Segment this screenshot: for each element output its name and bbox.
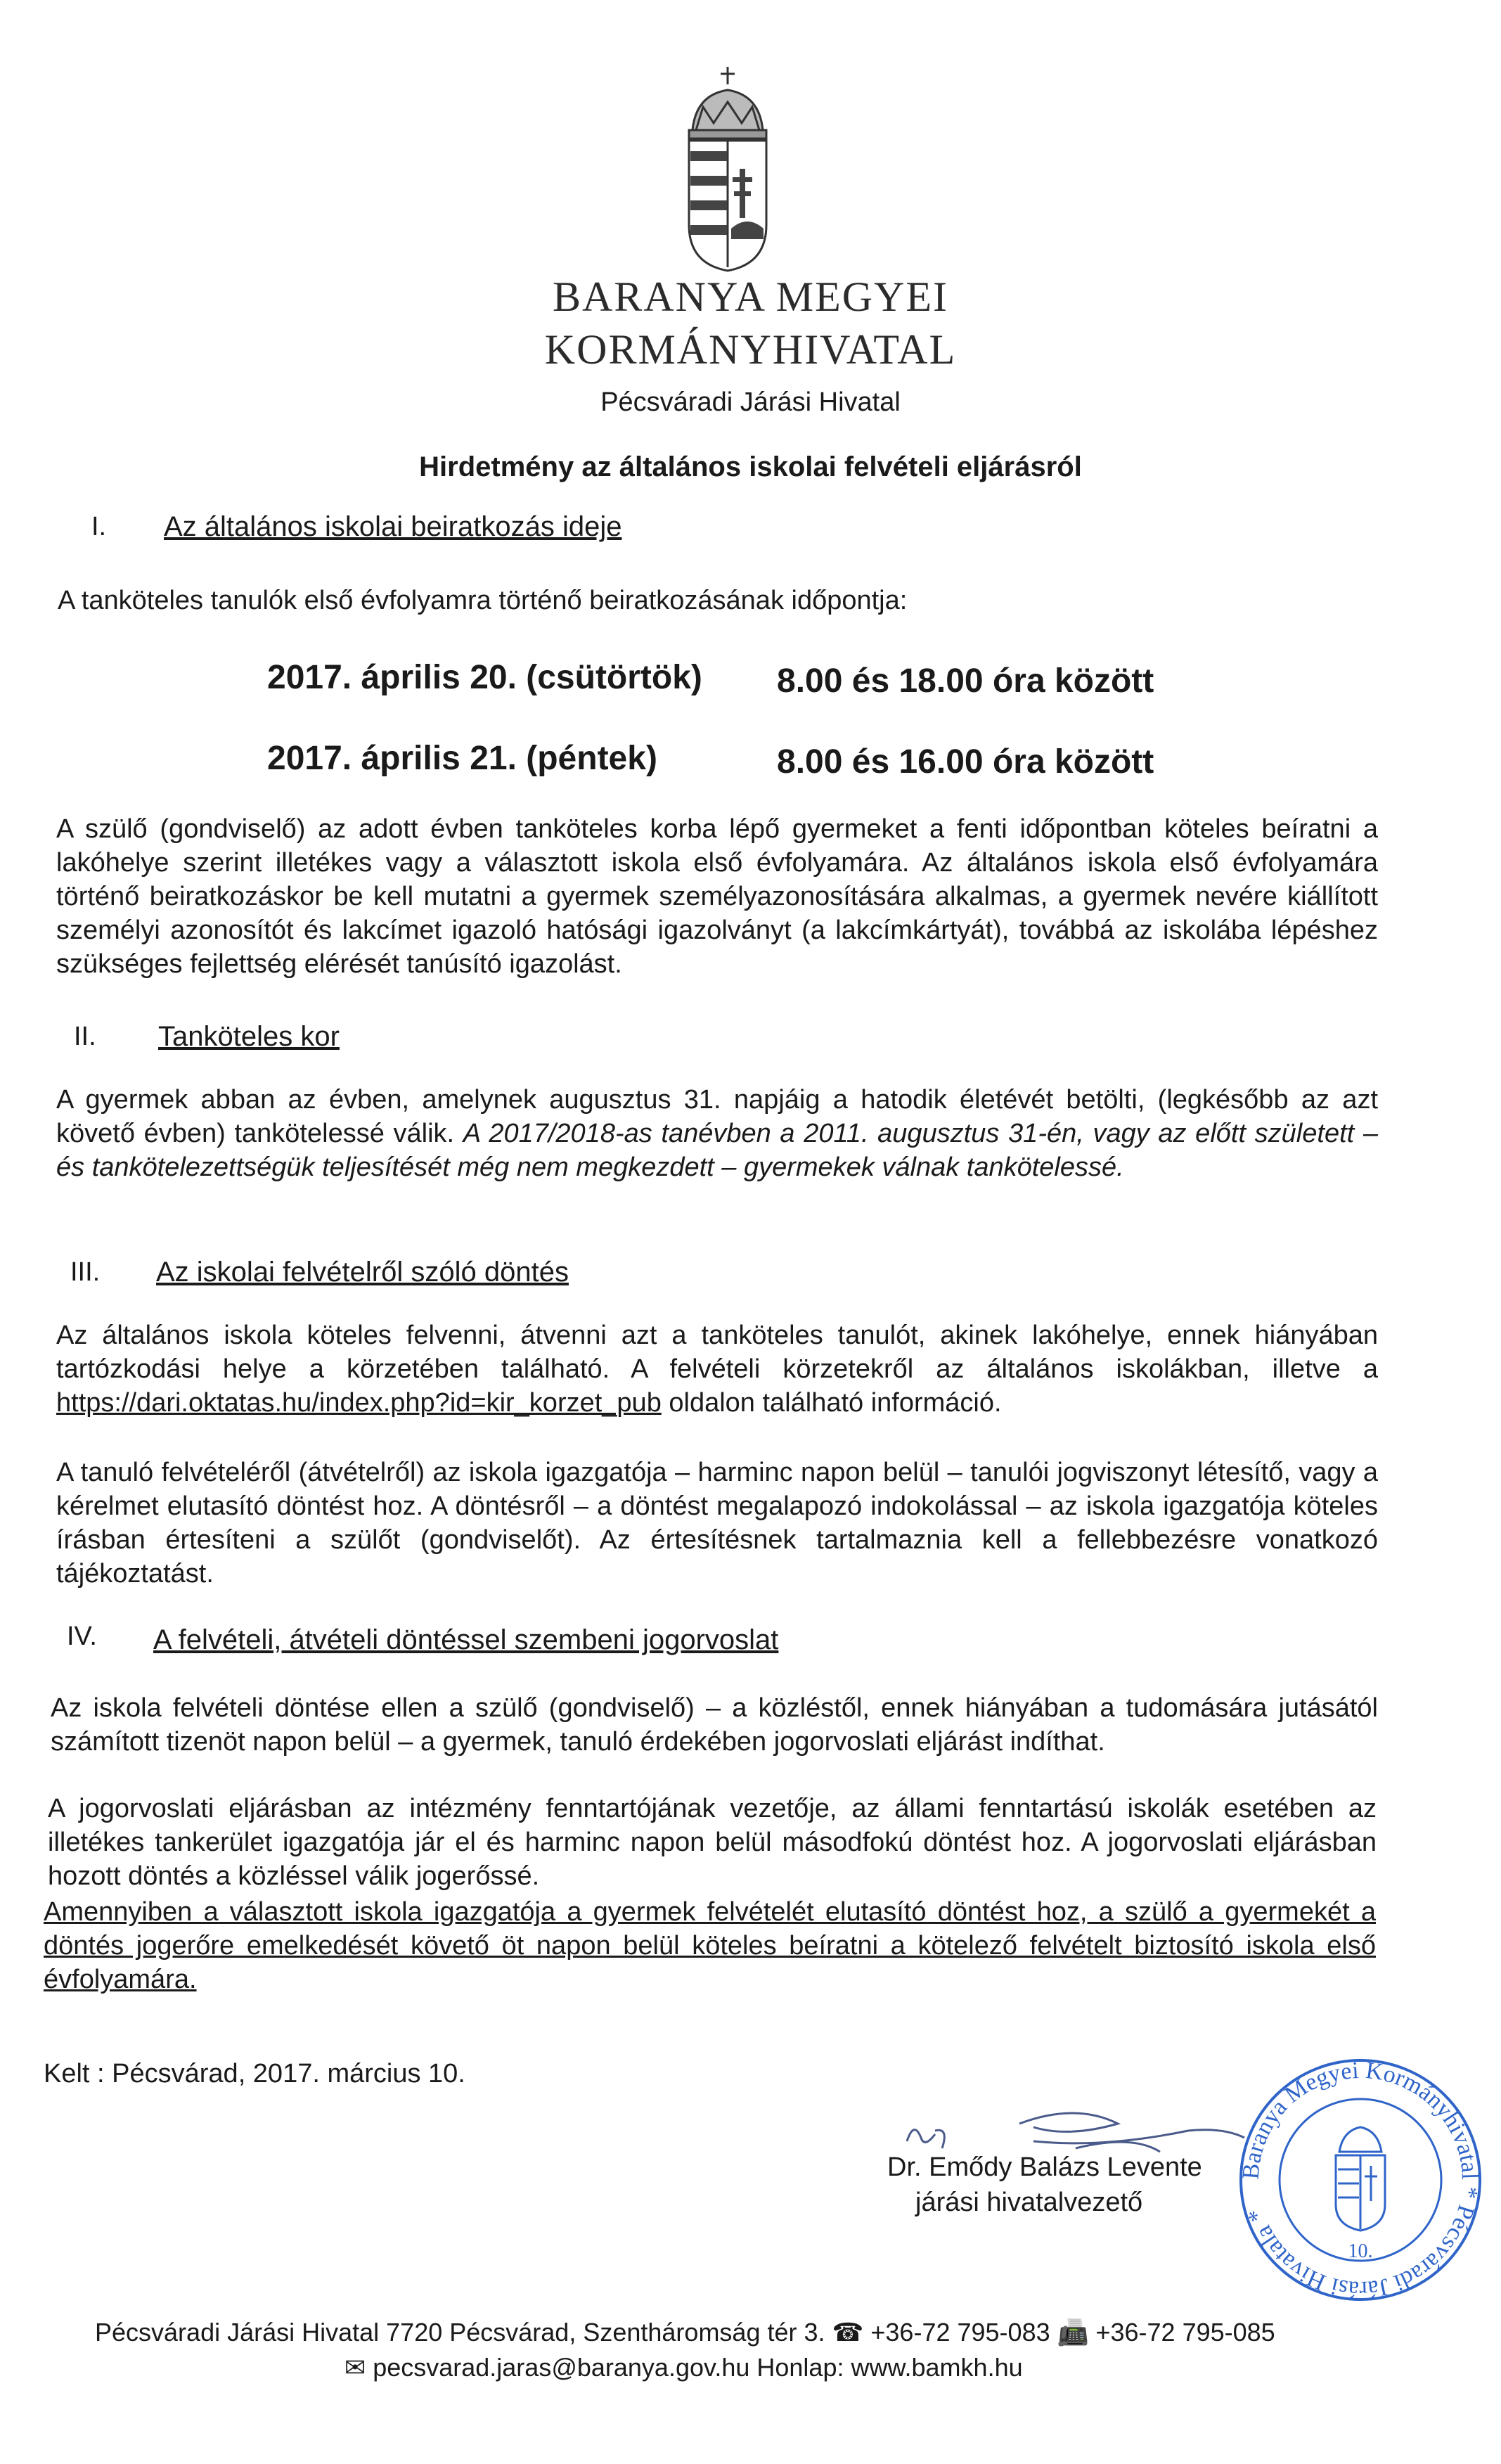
office-subtitle: Pécsváradi Járási Hivatal bbox=[600, 387, 901, 417]
signer-role: járási hivatalvezető bbox=[915, 2188, 1143, 2217]
section-2-number: II. bbox=[74, 1022, 96, 1051]
official-stamp bbox=[1227, 2053, 1494, 2306]
hungarian-coat-of-arms bbox=[675, 63, 780, 274]
footer-contact-line bbox=[95, 2316, 1431, 2349]
date-1-day: 2017. április 20. (csütörtök) bbox=[267, 659, 702, 696]
section-3-p1 bbox=[56, 1318, 1378, 1420]
issue-date-line: Kelt : Pécsvárad, 2017. március 10. bbox=[44, 2059, 465, 2088]
section-3-title: Az iskolai felvételről szóló döntés bbox=[156, 1257, 569, 1288]
office-name-line2: KORMÁNYHIVATAL bbox=[544, 326, 957, 373]
section-3-p1-after: oldalon található információ. bbox=[661, 1388, 1002, 1418]
section-2-body-italic: A 2017/2018-as tanévben a 2011. augusztus 31-én, vagy az előtt született – és tankötelezettségük teljesítését még nem megkezdett – gyermekek válnak tankötelessé. bbox=[56, 1119, 1378, 1182]
section-4-title: A felvételi, átvételi döntéssel szembeni jogorvoslat bbox=[153, 1624, 779, 1655]
section-2-body bbox=[56, 1083, 1378, 1184]
email-icon: ✉ bbox=[344, 2353, 366, 2382]
section-1-title: Az általános iskolai beiratkozás ideje bbox=[164, 511, 622, 542]
section-4-p1: Az iskola felvételi döntése ellen a szülő (gondviselő) – a közléstől, ennek hiányában a tudomására jutásától számított tizenöt napon belül – a gyermek, tanuló érdekében jogorvoslati eljárást indíthat. bbox=[51, 1693, 1378, 1757]
phone-icon: ☎ bbox=[832, 2318, 864, 2347]
section-4-p3-underlined: Amennyiben a választott iskola igazgatója a gyermek felvételét elutasító döntést hoz, a szülő a gyermekét a döntés jogerőre emelkedését követő öt napon belül köteles beíratni a kötelező felvételt biztosító iskola első évfolyamára. bbox=[44, 1897, 1376, 1994]
footer-address: Pécsváradi Járási Hivatal 7720 Pécsvárad, Szentháromság tér 3. bbox=[95, 2318, 825, 2347]
stamp-number: 10. bbox=[1348, 2240, 1373, 2262]
section-4-p2: A jogorvoslati eljárásban az intézmény fenntartójának vezetője, az állami fenntartású iskolák esetében az illetékes tankerület igazgatója jár el és harminc napon belül másodfokú döntést hoz. A jogorvoslati eljárásban hozott döntés a közléssel válik jogerőssé. bbox=[48, 1794, 1377, 1891]
footer-web-label: Honlap: bbox=[756, 2353, 844, 2382]
section-3-p2: A tanuló felvételéről (átvételről) az iskola igazgatója – harminc napon belül – tanulói jogviszonyt létesítő, vagy a kérelmet elutasító döntést hoz. A döntésről – a döntést megalapozó indokolással – az iskola igazgatója köteles írásban értesíteni a szülőt (gondviselőt). Az értesítésnek tartalmaznia kell a fellebbezésre vonatkozó tájékoztatást. bbox=[56, 1458, 1378, 1589]
section-3-number: III. bbox=[70, 1257, 101, 1287]
footer-phone: +36-72 795-083 bbox=[870, 2318, 1050, 2347]
fax-icon: 📠 bbox=[1057, 2318, 1089, 2347]
footer-email[interactable]: pecsvarad.jaras@baranya.gov.hu bbox=[373, 2353, 750, 2382]
section-2-title: Tanköteles kor bbox=[158, 1021, 340, 1052]
office-name-line1: BARANYA MEGYEI bbox=[552, 274, 949, 320]
kir-korzet-link[interactable]: https://dari.oktatas.hu/index.php?id=kir_korzet_pub bbox=[56, 1388, 662, 1418]
footer-web[interactable]: www.bamkh.hu bbox=[851, 2353, 1023, 2382]
date-2-day: 2017. április 21. (péntek) bbox=[267, 740, 657, 777]
section-3-p1-before: Az általános iskola köteles felvenni, átvenni azt a tanköteles tanulót, akinek lakóhelye, ennek hiányában tartózkodási helye a körzetében található. A felvételi körzetekről az általános iskolákban, illetve a bbox=[56, 1321, 1378, 1384]
stamp-ring-text: Baranya Megyei Kormányhivatal * Pécsváradi Járási Hivatala * bbox=[1237, 2057, 1483, 2303]
signer-name: Dr. Emődy Balázs Levente bbox=[887, 2152, 1202, 2182]
section-1-number: I. bbox=[91, 512, 107, 541]
date-1-time: 8.00 és 18.00 óra között bbox=[777, 662, 1154, 700]
date-2-time: 8.00 és 16.00 óra között bbox=[777, 743, 1154, 781]
section-2-body-plain: A gyermek abban az évben, amelynek augusztus 31. napjáig a hatodik életévét betölti, (legkésőbb az azt követő évben) tankötelessé válik. bbox=[56, 1085, 1378, 1148]
footer-web-line bbox=[344, 2351, 1023, 2385]
section-1-intro: A tanköteles tanulók első évfolyamra történő beiratkozásának időpontja: bbox=[58, 586, 908, 615]
footer-fax: +36-72 795-085 bbox=[1095, 2318, 1275, 2347]
section-1-body: A szülő (gondviselő) az adott évben tanköteles korba lépő gyermeket a fenti időpontban köteles beíratni a lakóhelye szerint illetékes vagy a választott iskola első évfolyamára. Az általános iskola első évfolyamára történő beiratkozáskor be kell mutatni a gyermek személyazonosítására alkalmas, a gyermek nevére kiállított személyi azonosítót és lakcímet igazoló hatósági igazolványt (a lakcímkártyát), továbbá az iskolába lépéshez szükséges fejlettség elérését tanúsító igazolást. bbox=[56, 814, 1378, 979]
section-4-number: IV. bbox=[67, 1622, 97, 1651]
document-title: Hirdetmény az általános iskolai felvételi eljárásról bbox=[419, 451, 1082, 482]
